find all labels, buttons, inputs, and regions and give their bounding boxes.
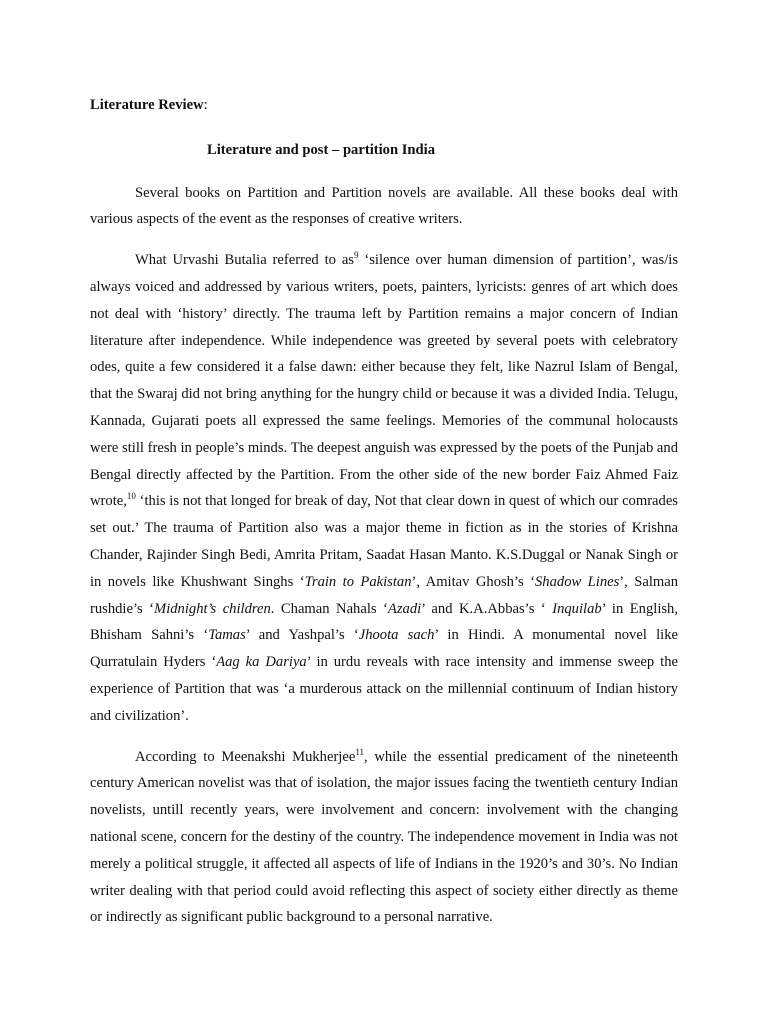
text-run: ’ in English, Bhisham Sahni’s ‘ bbox=[90, 600, 679, 644]
text-run: ’, Amitav Ghosh’s ‘ bbox=[411, 573, 535, 590]
work-title: Jhoota sach bbox=[358, 627, 435, 644]
footnote-marker: 11 bbox=[355, 746, 364, 757]
paragraph-list bbox=[90, 180, 678, 932]
text-run: ‘silence over human dimension of partition’, was/is always voiced and addressed by various writers, poets, painters, lyricists: genres of art which does not deal with ‘history’ directly. The trauma left by Partition remains a major concern of Indian literature after independence. While independence was greeted by several poets with celebratory odes, quite a few considered it a false dawn: either because they felt, like Nazrul Islam of Bengal, that the Swaraj did not bring anything for the hungry child or because it was a divided India. Telugu, Kannada, Gujarati poets all expressed the same feelings. Memories of the communal holocausts were still fresh in people’s minds. The deepest anguish was expressed by the poets of the Punjab and Bengal directly affected by the Partition. From the other side of the new border Faiz Ahmed Faiz wrote, bbox=[90, 252, 678, 510]
work-title: Shadow Lines bbox=[535, 573, 620, 590]
text-run: ’ and Yashpal’s ‘ bbox=[245, 627, 359, 644]
work-title: Aag ka Dariya bbox=[216, 654, 307, 671]
text-run: ’, Salman rushdie’s ‘ bbox=[90, 573, 678, 617]
text-run: . Chaman Nahals ‘ bbox=[270, 600, 388, 617]
text-run: According to Meenakshi Mukherjee bbox=[135, 748, 356, 765]
work-title: Tamas bbox=[208, 627, 246, 644]
text-run: What Urvashi Butalia referred to as bbox=[135, 252, 354, 269]
work-title: Azadi bbox=[387, 600, 422, 617]
section-heading-label: Literature Review bbox=[90, 97, 204, 113]
body-paragraph bbox=[90, 180, 678, 234]
text-run: ‘this is not that longed for break of day, Not that clear down in quest of which our comrades set out.’ The trauma of Partition also was a major theme in fiction as in the stories of Krishna Chander, Rajinder Singh Bedi, Amrita Pritam, Saadat Hasan Manto. K.S.Duggal or Nanak Singh or in novels like Khushwant Singhs ‘ bbox=[90, 493, 678, 590]
body-paragraph bbox=[90, 247, 678, 729]
footnote-marker: 10 bbox=[126, 491, 136, 502]
footnote-marker: 9 bbox=[353, 250, 359, 261]
document-subtitle: Literature and post – partition India bbox=[207, 141, 435, 158]
section-heading bbox=[90, 92, 678, 119]
text-run: Several books on Partition and Partition novels are available. All these books deal with various aspects of the event as the responses of creative writers. bbox=[90, 184, 678, 228]
work-title: Train to Pakistan bbox=[304, 573, 412, 590]
section-heading-colon: : bbox=[203, 97, 208, 113]
text-run: ’ and K.A.Abbas’s ‘ bbox=[421, 600, 553, 617]
body-paragraph bbox=[90, 744, 678, 932]
work-title: Midnight’s children bbox=[154, 600, 271, 617]
document-body bbox=[90, 92, 678, 945]
text-run: ’ in Hindi. A monumental novel like Qurratulain Hyders ‘ bbox=[90, 627, 678, 671]
text-run: , while the essential predicament of the nineteenth century American novelist was that of isolation, the major issues facing the twentieth century Indian novelists, untill recently years, were involvement and concern: involvement with the changing national scene, concern for the destiny of the country. The independence movement in India was not merely a political struggle, it affected all aspects of life of Indians in the 1920’s and 30’s. No Indian writer dealing with that period could avoid reflecting this aspect of society either directly as theme or indirectly as significant public background to a personal narrative. bbox=[90, 748, 678, 926]
work-title: Inquilab bbox=[552, 600, 602, 617]
text-run: ’ in urdu reveals with race intensity and immense sweep the experience of Partition that was ‘a murderous attack on the millennial continuum of Indian history and civilization’. bbox=[90, 654, 678, 724]
